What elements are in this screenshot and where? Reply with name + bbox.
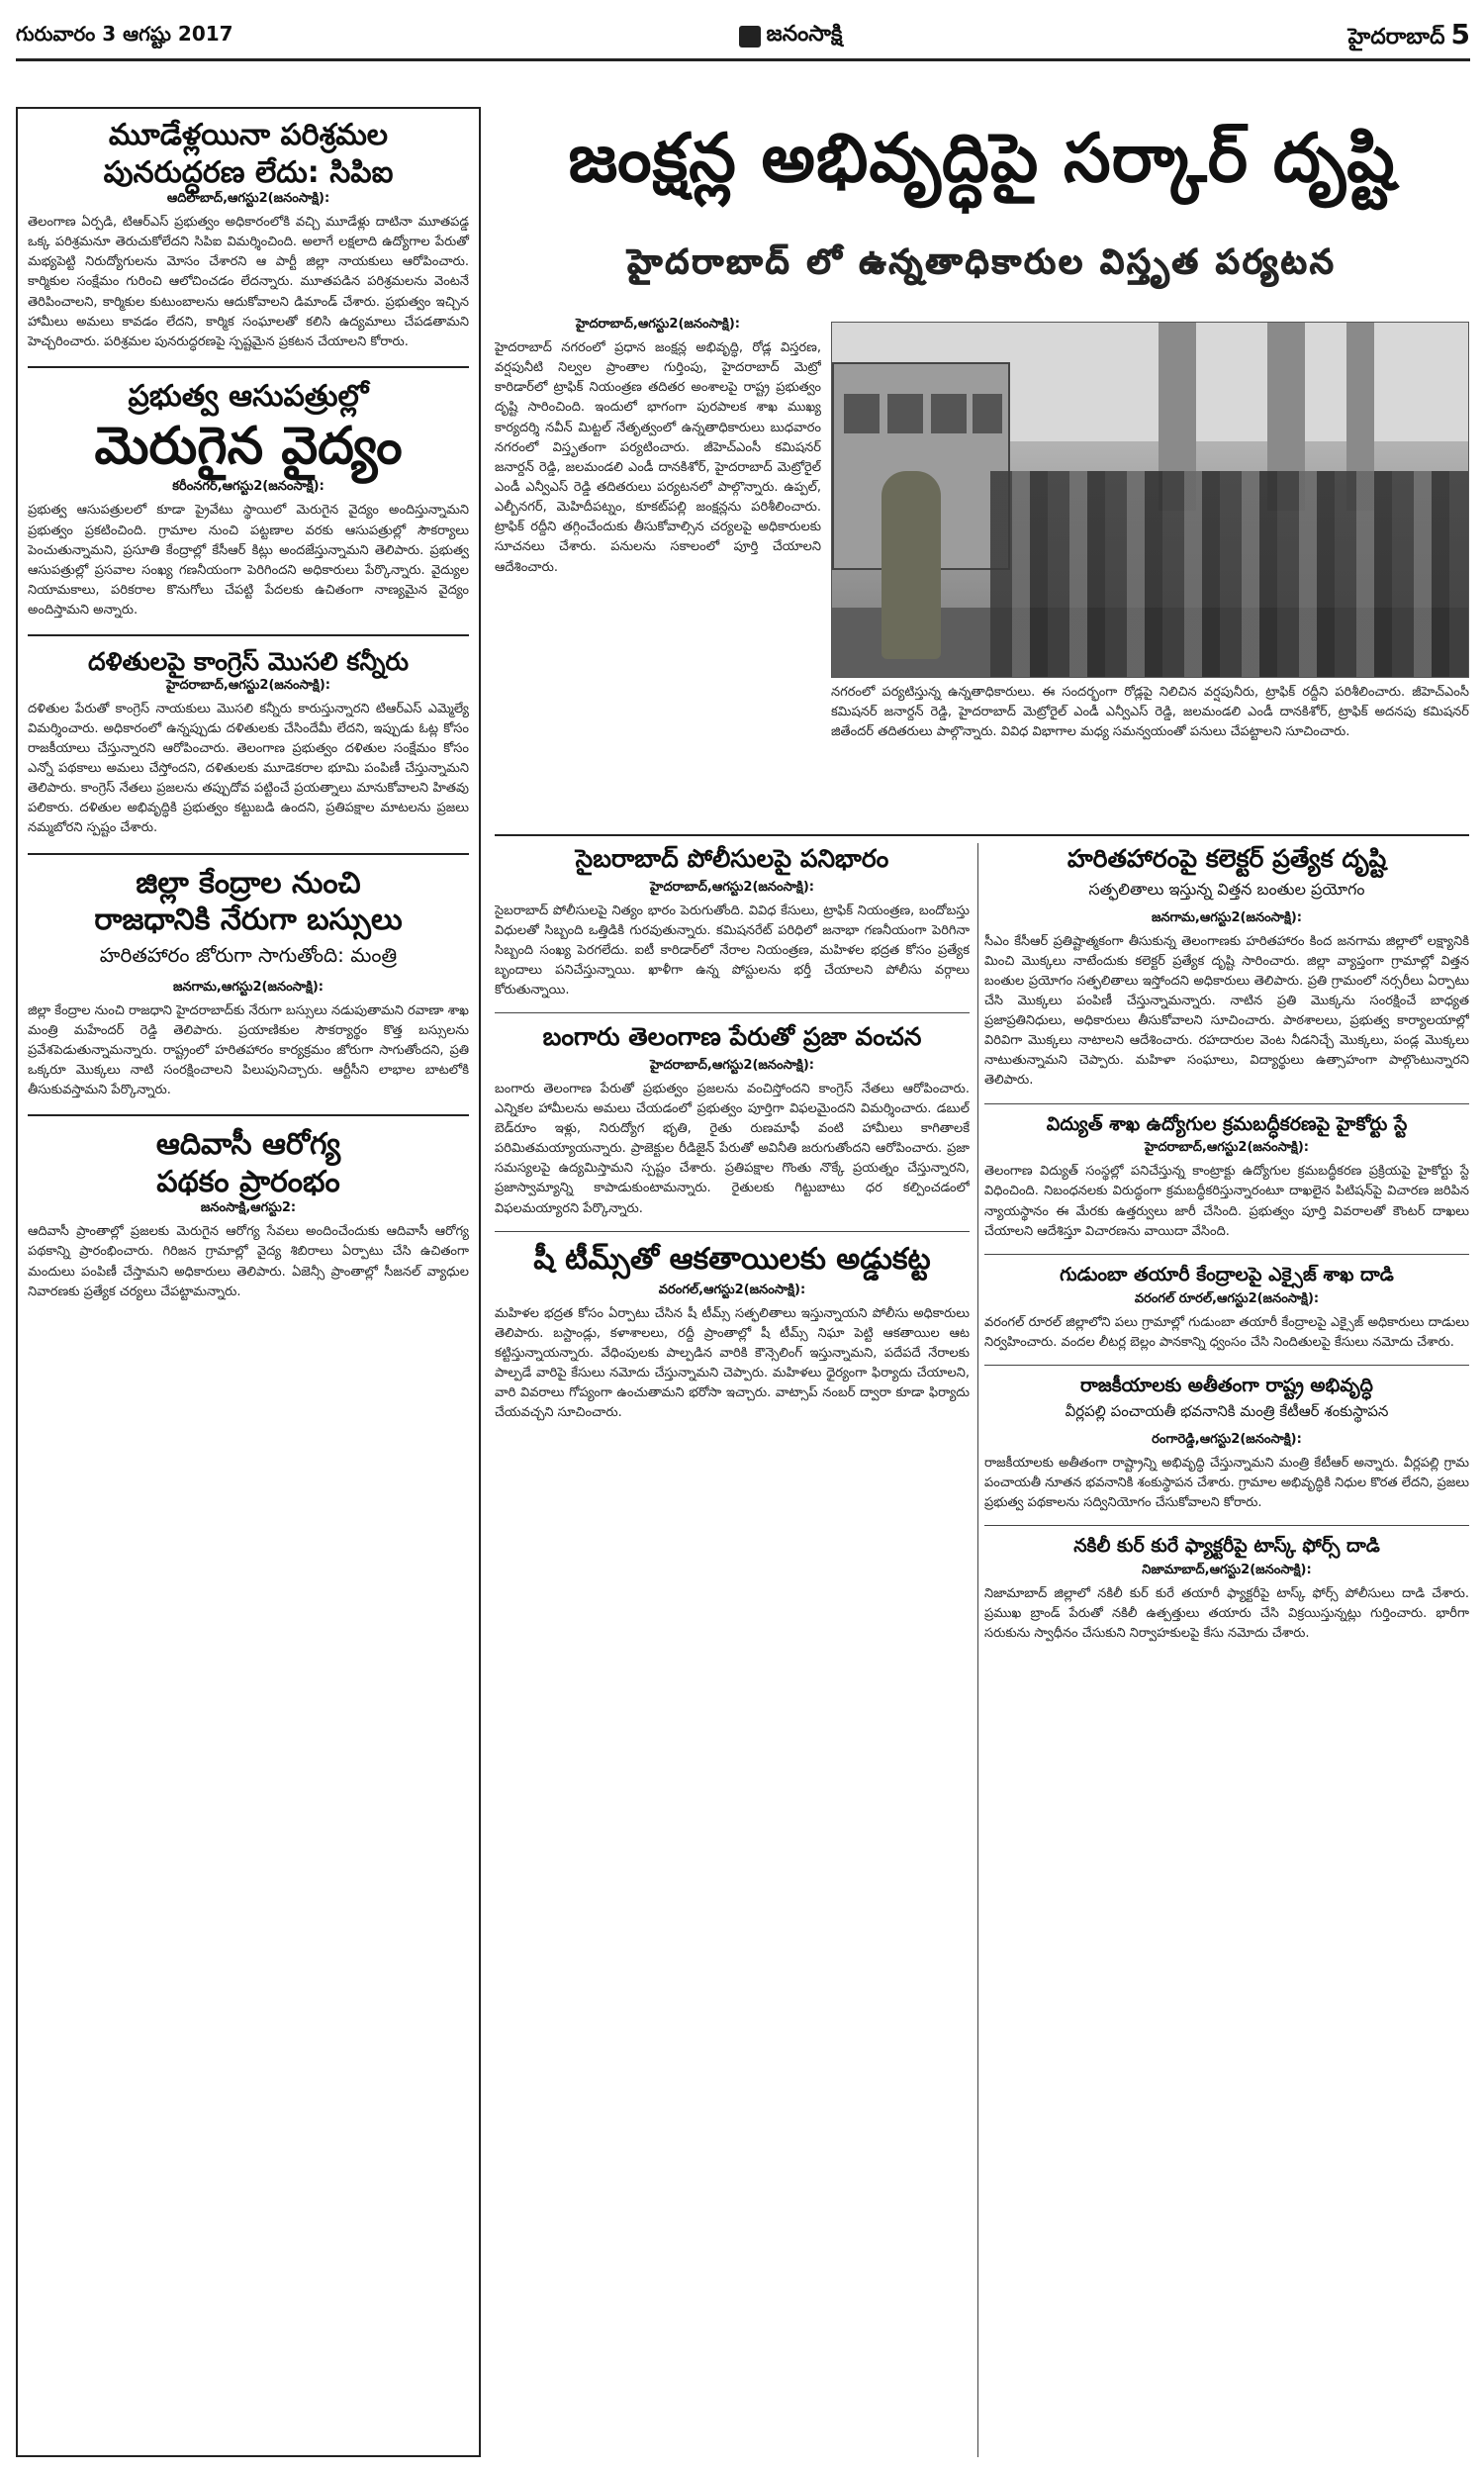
article-body: హైదరాబాద్ నగరంలో ప్రధాన జంక్షన్ల అభివృద్ధి, రోడ్ల విస్తరణ, వర్షపునీటి నిల్వల ప్రాంతాల గుర్తింపు, హైదరాబాద్ మెట్రో కారిడార్‌లో ట్రాఫిక్ నియంత్రణ తదితర అంశాలపై రాష్ట్ర ప్రభుత్వం దృష్టి సారించింది. ఇందులో భాగంగా పురపాలక శాఖ ముఖ్య కార్యదర్శి నవీన్ మిట్టల్ నేతృత్వంలో ఉన్నతాధికారులు బుధవారం నగరంలో విస్తృతంగా పర్యటించారు. జీహెచ్ఎంసీ కమిషనర్ జనార్దన్ రెడ్డి, జలమండలి ఎండీ దానకిశోర్, హైదరాబాద్ మెట్రోరైల్ ఎండీ ఎన్వీఎస్ రెడ్డి తదితరులు పర్యటనలో పాల్గొన్నారు. ఉప్పల్, ఎల్బీనగర్, మెహిదీపట్నం, కూకట్‌పల్లి జంక్షన్లను పరిశీలించారు. ట్రాఫిక్ రద్దీని తగ్గించేందుకు తీసుకోవాల్సిన చర్యలపై అధికారులకు సూచనలు చేశారు. పనులను సకాలంలో పూర్తి చేయాలని ఆదేశించారు. — [495, 340, 821, 575]
article-body: సీఎం కేసీఆర్ ప్రతిష్టాత్మకంగా తీసుకున్న తెలంగాణకు హరితహారం కింద జనగామ జిల్లాలో లక్ష్యానికి మించి మొక్కలు నాటేందుకు కలెక్టర్ ప్రత్యేక దృష్టి సారించారు. జిల్లా వ్యాప్తంగా గ్రామాల్లో విత్తన బంతుల ప్రయోగం సత్ఫలితాలు ఇస్తోందని అధికారులు తెలిపారు. ప్రతి గ్రామంలో నర్సరీలు ఏర్పాటు చేసి మొక్కలు పంపిణీ చేస్తున్నామన్నారు. నాటిన ప్రతి మొక్కను సంరక్షించే బాధ్యత ప్రజాప్రతినిధులు, అధికారులు తీసుకోవాలని సూచించారు. పాఠశాలలు, ప్రభుత్వ కార్యాలయాల్లో విరివిగా మొక్కలు నాటాలని ఆదేశించారు. రహదారుల వెంట నీడనిచ్చే మొక్కలు, పండ్ల మొక్కలు నాటుతున్నామని చెప్పారు. మహిళా సంఘాలు, విద్యార్థులు ఉత్సాహంగా పాల్గొంటున్నారని తెలిపారు. — [984, 933, 1469, 1089]
article-she-teams — [495, 1240, 970, 1424]
middle-column — [495, 843, 970, 2457]
dateline: వరంగల్ రూరల్,ఆగస్టు2(జనంసాక్షి): — [1134, 1290, 1320, 1306]
dateline: హైదరాబాద్,ఆగస్టు2(జనంసాక్షి): — [650, 879, 814, 895]
headline-line1: ప్రభుత్వ ఆసుపత్రుల్లో — [128, 378, 369, 414]
article-hospitals — [28, 378, 469, 620]
article-body: మహిళల భద్రత కోసం ఏర్పాటు చేసిన షీ టీమ్స్ సత్ఫలితాలు ఇస్తున్నాయని పోలీసు అధికారులు తెలిపారు. బస్టాండ్లు, కళాశాలలు, రద్దీ ప్రాంతాల్లో షీ టీమ్స్ నిఘా పెట్టి ఆకతాయిల ఆట కట్టిస్తున్నాయన్నారు. వేధింపులకు పాల్పడిన వారికి కౌన్సెలింగ్ ఇస్తున్నామని, పదేపదే నేరాలకు పాల్పడే వారిపై కేసులు నమోదు చేస్తున్నామని చెప్పారు. మహిళలు ధైర్యంగా ఫిర్యాదు చేయాలని, వారి వివరాలు గోప్యంగా ఉంచుతామని భరోసా ఇచ్చారు. వాట్సాప్ నంబర్ ద్వారా కూడా ఫిర్యాదు చేయవచ్చని సూచించారు. — [495, 1305, 970, 1421]
city-edition — [1348, 18, 1470, 54]
left-column — [16, 107, 481, 2457]
dateline: కరీంనగర్,ఆగస్టు2(జనంసాక్షి): — [172, 479, 325, 495]
article-fake-kurkure — [984, 1534, 1469, 1644]
brand-mark-icon — [739, 26, 761, 48]
headline-line2: మెరుగైన వైద్యం — [94, 417, 403, 477]
right-column — [984, 843, 1469, 2457]
divider — [984, 1103, 1469, 1104]
traffic-crowd — [990, 471, 1469, 678]
headline: నకిలీ కుర్ కురే ఫ్యాక్టరీపై టాస్క్ ఫోర్స్ దాడి — [1073, 1534, 1380, 1557]
headline: సైబరాబాద్ పోలీసులపై పనిభారం — [575, 844, 889, 873]
divider — [984, 1525, 1469, 1526]
article-haritha-haram — [984, 843, 1469, 1092]
article-tribal-health — [28, 1126, 469, 1302]
headline-line1: మూడేళ్లయినా పరిశ్రమల — [108, 118, 389, 152]
dateline: హైదరాబాద్,ఆగస్టు2(జనంసాక్షి): — [166, 677, 330, 693]
article-body: వరంగల్ రూరల్ జిల్లాలోని పలు గ్రామాల్లో గుడుంబా తయారీ కేంద్రాలపై ఎక్సైజ్ అధికారులు దాడులు నిర్వహించారు. వందల లీటర్ల బెల్లం పానకాన్ని ధ్వంసం చేసి నిందితులపై కేసులు నమోదు చేశారు. — [984, 1314, 1469, 1350]
issue-date: గురువారం 3 ఆగష్టు 2017 — [16, 22, 233, 46]
article-body: దళితుల పేరుతో కాంగ్రెస్ నాయకులు మొసలి కన్నీరు కారుస్తున్నారని టిఆర్ఎస్ ఎమ్మెల్యే విమర్శించారు. అధికారంలో ఉన్నప్పుడు దళితులకు చేసిందేమీ లేదని, ఇప్పుడు ఓట్ల కోసం రాజకీయాలు చేస్తున్నారని ఆరోపించారు. తెలంగాణ ప్రభుత్వం దళితుల సంక్షేమం కోసం ఎన్నో పథకాలు అమలు చేస్తోందని, దళితులకు మూడెకరాల భూమి పంపిణీ చేస్తున్నామని తెలిపారు. కాంగ్రెస్ నేతలు ప్రజలను తప్పుదోవ పట్టించే ప్రయత్నాలు మానుకోవాలని హితవు పలికారు. దళితుల అభివృద్ధికి ప్రభుత్వం కట్టుబడి ఉందని, ప్రతిపక్షాల మాటలను ప్రజలు నమ్మబోరని స్పష్టం చేశారు. — [28, 701, 469, 836]
subheadline: సత్ఫలితాలు ఇస్తున్న విత్తన బంతుల ప్రయోగం — [1088, 879, 1365, 899]
headline-line1: ఆదివాసీ ఆరోగ్య — [155, 1127, 341, 1163]
divider — [28, 366, 469, 368]
headline-line2: పునరుద్ధరణ లేదు: సిపిఐ — [103, 154, 394, 190]
article-body: సైబరాబాద్ పోలీసులపై నిత్యం భారం పెరుగుతోంది. వివిధ కేసులు, ట్రాఫిక్ నియంత్రణ, బందోబస్తు విధులతో సిబ్బంది ఒత్తిడికి గురవుతున్నారు. కమిషనరేట్ పరిధిలో జనాభా గణనీయంగా పెరిగినా సిబ్బంది సంఖ్య పెరగలేదు. ఐటీ కారిడార్‌లో నేరాల నియంత్రణ, మహిళల భద్రత కోసం ప్రత్యేక బృందాలు పనిచేస్తున్నాయి. ఖాళీగా ఉన్న పోస్టులను భర్తీ చేయాలని పోలీసు వర్గాలు కోరుతున్నాయి. — [495, 903, 970, 999]
headline: రాజకీయాలకు అతీతంగా రాష్ట్ర అభివృద్ధి — [1080, 1374, 1373, 1396]
dateline: జనంసాక్షి,ఆగస్టు2: — [200, 1200, 297, 1216]
divider — [495, 1012, 970, 1013]
dateline: జనగామ,ఆగస్టు2(జనంసాక్షి): — [172, 979, 324, 995]
lead-subheadline: హైదరాబాద్ లో ఉన్నతాధికారుల విస్తృత పర్యటన — [627, 242, 1337, 282]
article-body: ప్రభుత్వ ఆసుపత్రులలో కూడా ప్రైవేటు స్థాయిలో మెరుగైన వైద్యం అందిస్తున్నామని ప్రభుత్వం ప్రకటించింది. గ్రామాల నుంచి పట్టణాల వరకు ఆసుపత్రుల్లో సౌకర్యాలు పెంచుతున్నామని, ప్రసూతి కేంద్రాల్లో కేసీఆర్ కిట్లు అందజేస్తున్నామని తెలిపారు. ప్రభుత్వ ఆసుపత్రుల్లో ప్రసవాల సంఖ్య గణనీయంగా పెరిగిందని అధికారులు పేర్కొన్నారు. వైద్యుల నియామకాలు, పరికరాల కొనుగోలు చేపట్టి పేదలకు ఉచితంగా నాణ్యమైన వైద్యం అందిస్తామని అన్నారు. — [28, 503, 469, 618]
headline: షీ టీమ్స్‌తో ఆకతాయిలకు అడ్డుకట్ట — [533, 1241, 931, 1277]
article-body: రాజకీయాలకు అతీతంగా రాష్ట్రాన్ని అభివృద్ధి చేస్తున్నామని మంత్రి కేటీఆర్ అన్నారు. వీర్లపల్లి గ్రామ పంచాయతీ నూతన భవనానికి శంకుస్థాపన చేశారు. గ్రామాల అభివృద్ధికి నిధుల కొరత లేదని, ప్రజలు ప్రభుత్వ పథకాలను సద్వినియోగం చేసుకోవాలని కోరారు. — [984, 1455, 1469, 1510]
article-ktr-development — [984, 1374, 1469, 1513]
dateline: నిజామాబాద్,ఆగస్టు2(జనంసాక్షి): — [1142, 1562, 1312, 1577]
headline: విద్యుత్ శాఖ ఉద్యోగుల క్రమబద్ధీకరణపై హైకోర్టు స్టే — [1046, 1112, 1408, 1135]
article-body: ఆదివాసీ ప్రాంతాల్లో ప్రజలకు మెరుగైన ఆరోగ్య సేవలు అందించేందుకు ఆదివాసీ ఆరోగ్య పథకాన్ని ప్రారంభించారు. గిరిజన గ్రామాల్లో వైద్య శిబిరాలు ఏర్పాటు చేసి ఉచితంగా మందులు పంపిణీ చేస్తామని అధికారులు తెలిపారు. ఏజెన్సీ ప్రాంతాల్లో సీజనల్ వ్యాధుల నివారణకు ప్రత్యేక చర్యలు చేపట్టామన్నారు. — [28, 1224, 469, 1299]
article-body: నిజామాబాద్ జిల్లాలో నకిలీ కుర్ కురే తయారీ ఫ్యాక్టరీపై టాస్క్ ఫోర్స్ పోలీసులు దాడి చేశారు. ప్రముఖ బ్రాండ్ పేరుతో నకిలీ ఉత్పత్తులు తయారు చేసి విక్రయిస్తున్నట్లు గుర్తించారు. భారీగా సరుకును స్వాధీనం చేసుకుని నిర్వాహకులపై కేసు నమోదు చేశారు. — [984, 1585, 1469, 1641]
article-buses — [28, 865, 469, 1101]
divider — [495, 1231, 970, 1232]
subheadline: హరితహారం జోరుగా సాగుతోంది: మంత్రి — [99, 942, 398, 967]
dateline: వరంగల్,ఆగస్టు2(జనంసాక్షి): — [658, 1282, 806, 1297]
headline: బంగారు తెలంగాణ పేరుతో ప్రజా వంచన — [542, 1022, 922, 1052]
article-body: తెలంగాణ విద్యుత్ సంస్థల్లో పనిచేస్తున్న కాంట్రాక్టు ఉద్యోగుల క్రమబద్ధీకరణ ప్రక్రియపై హైకోర్టు స్టే విధించింది. నిబంధనలకు విరుద్ధంగా క్రమబద్ధీకరిస్తున్నారంటూ దాఖలైన పిటిషన్‌పై విచారణ జరిపిన న్యాయస్థానం ఈ మేరకు ఉత్తర్వులు జారీ చేసింది. ప్రభుత్వం పూర్తి వివరాలతో కౌంటర్ దాఖలు చేయాలని ఆదేశిస్తూ విచారణను వాయిదా వేసింది. — [984, 1164, 1469, 1239]
subheadline: వీర్లపల్లి పంచాయతీ భవనానికి మంత్రి కేటీఆర్ శంకుస్థాపన — [1065, 1401, 1389, 1420]
dateline: రంగారెడ్డి,ఆగస్టు2(జనంసాక్షి): — [1152, 1431, 1302, 1447]
headline-line1: జిల్లా కేంద్రాల నుంచి — [136, 865, 361, 901]
traffic-officer — [881, 471, 941, 659]
masthead-logo — [739, 22, 843, 51]
article-excise-raid — [984, 1263, 1469, 1353]
brand-name: జనంసాక్షి — [766, 21, 843, 47]
dateline: ఆదిలాబాద్,ఆగస్టు2(జనంసాక్షి): — [166, 191, 330, 206]
article-body: తెలంగాణ ఏర్పడి, టిఆర్ఎస్ ప్రభుత్వం అధికారంలోకి వచ్చి మూడేళ్లు దాటినా మూతపడ్డ ఒక్క పరిశ్రమనూ తెరుచుకోలేదని సిపిఐ విమర్శించింది. అలాగే లక్షలాది ఉద్యోగాల పేరుతో మభ్యపెట్టి నిరుద్యోగులను మోసం చేశారని ఆ పార్టీ జిల్లా నాయకులు ఆరోపించారు. కార్మికుల సంక్షేమం గురించి ఆలోచించడం లేదన్నారు. మూతపడిన పరిశ్రమలను వెంటనే తెరిపించాలని, కార్మికుల కుటుంబాలను ఆదుకోవాలని డిమాండ్ చేశారు. ప్రభుత్వం ఇచ్చిన హామీలు అమలు కావడం లేదని, కార్మిక సంఘాలతో కలిసి ఉద్యమాలు చేపడతామని హెచ్చరించారు. పరిశ్రమల పునరుద్ధరణపై స్పష్టమైన ప్రకటన చేయాలని కోరారు. — [28, 215, 469, 349]
divider — [28, 634, 469, 636]
lead-article — [495, 317, 821, 831]
lead-photo — [831, 322, 1469, 678]
headline: గుడుంబా తయారీ కేంద్రాలపై ఎక్సైజ్ శాఖ దాడి — [1060, 1263, 1394, 1285]
article-body: బంగారు తెలంగాణ పేరుతో ప్రభుత్వం ప్రజలను వంచిస్తోందని కాంగ్రెస్ నేతలు ఆరోపించారు. ఎన్నికల హామీలను అమలు చేయడంలో ప్రభుత్వం పూర్తిగా విఫలమైందని విమర్శించారు. డబుల్ బెడ్‌రూం ఇళ్లు, నిరుద్యోగ భృతి, రైతు రుణమాఫీ వంటి హామీలు కాగితాలకే పరిమితమయ్యాయన్నారు. ప్రాజెక్టుల రీడిజైన్ పేరుతో అవినీతి జరుగుతోందని ఆరోపించారు. ప్రజా సమస్యలపై ఉద్యమిస్తామని స్పష్టం చేశారు. ప్రతిపక్షాల గొంతు నొక్కే ప్రయత్నం చేస్తున్నారని, ప్రజాస్వామ్యాన్ని కాపాడుకుంటామన్నారు. రైతులకు గిట్టుబాటు ధర కల్పించడంలో విఫలమయ్యారని పేర్కొన్నారు. — [495, 1081, 970, 1216]
city-name: హైదరాబాద్ — [1347, 25, 1445, 49]
headline-line2: పథకం ప్రారంభం — [156, 1164, 340, 1199]
page-number: 5 — [1450, 18, 1470, 50]
divider — [984, 1254, 1469, 1255]
divider — [984, 1365, 1469, 1366]
article-bangaru-telangana — [495, 1021, 970, 1218]
column-rule — [977, 843, 978, 2457]
lead-headline: జంక్షన్ల అభివృద్ధిపై సర్కార్ దృష్టి — [568, 120, 1396, 198]
divider — [28, 853, 469, 855]
article-body: జిల్లా కేంద్రాల నుంచి రాజధాని హైదరాబాద్‌కు నేరుగా బస్సులు నడుపుతామని రవాణా శాఖ మంత్రి మహేందర్ రెడ్డి తెలిపారు. ప్రయాణికుల సౌకర్యార్థం కొత్త బస్సులను ప్రవేశపెడుతున్నామన్నారు. రాష్ట్రంలో హరితహారం కార్యక్రమం జోరుగా సాగుతోందని, ప్రతి ఒక్కరూ మొక్కలు నాటి సంరక్షించాలని పిలుపునిచ్చారు. ఆర్టీసీని లాభాల బాటలోకి తీసుకువస్తామని పేర్కొన్నారు. — [28, 1002, 469, 1098]
article-cpi — [28, 117, 469, 352]
article-congress — [28, 646, 469, 838]
dateline: హైదరాబాద్,ఆగస్టు2(జనంసాక్షి): — [650, 1057, 814, 1073]
dateline: హైదరాబాద్,ఆగస్టు2(జనంసాక్షి): — [1145, 1140, 1309, 1156]
divider — [28, 1114, 469, 1116]
dateline: హైదరాబాద్,ఆగస్టు2(జనంసాక్షి): — [576, 317, 740, 332]
article-high-court-stay — [984, 1112, 1469, 1242]
headline-line2: రాజధానికి నేరుగా బస్సులు — [94, 903, 403, 938]
headline: దళితులపై కాంగ్రెస్ మొసలి కన్నీరు — [87, 647, 409, 677]
dateline: జనగామ,ఆగస్టు2(జనంసాక్షి): — [1151, 909, 1302, 925]
headline: హరితహారంపై కలెక్టర్ ప్రత్యేక దృష్టి — [1067, 844, 1387, 873]
divider — [495, 834, 1469, 836]
photo-caption: నగరంలో పర్యటిస్తున్న ఉన్నతాధికారులు. ఈ సందర్భంగా రోడ్లపై నిలిచిన వర్షపునీరు, ట్రాఫిక్ రద్దీని పరిశీలించారు. జీహెచ్ఎంసీ కమిషనర్ జనార్దన్ రెడ్డి, హైదరాబాద్ మెట్రోరైల్ ఎండీ ఎన్వీఎస్ రెడ్డి, జలమండలి ఎండీ దానకిశోర్, ట్రాఫిక్ అదనపు కమిషనర్ జితేందర్ తదితరులు పాల్గొన్నారు. వివిధ విభాగాల మధ్య సమన్వయంతో పనులు చేపట్టాలని సూచించారు. — [831, 685, 1469, 740]
article-cyberabad-police — [495, 843, 970, 1000]
page-header — [16, 14, 1470, 61]
